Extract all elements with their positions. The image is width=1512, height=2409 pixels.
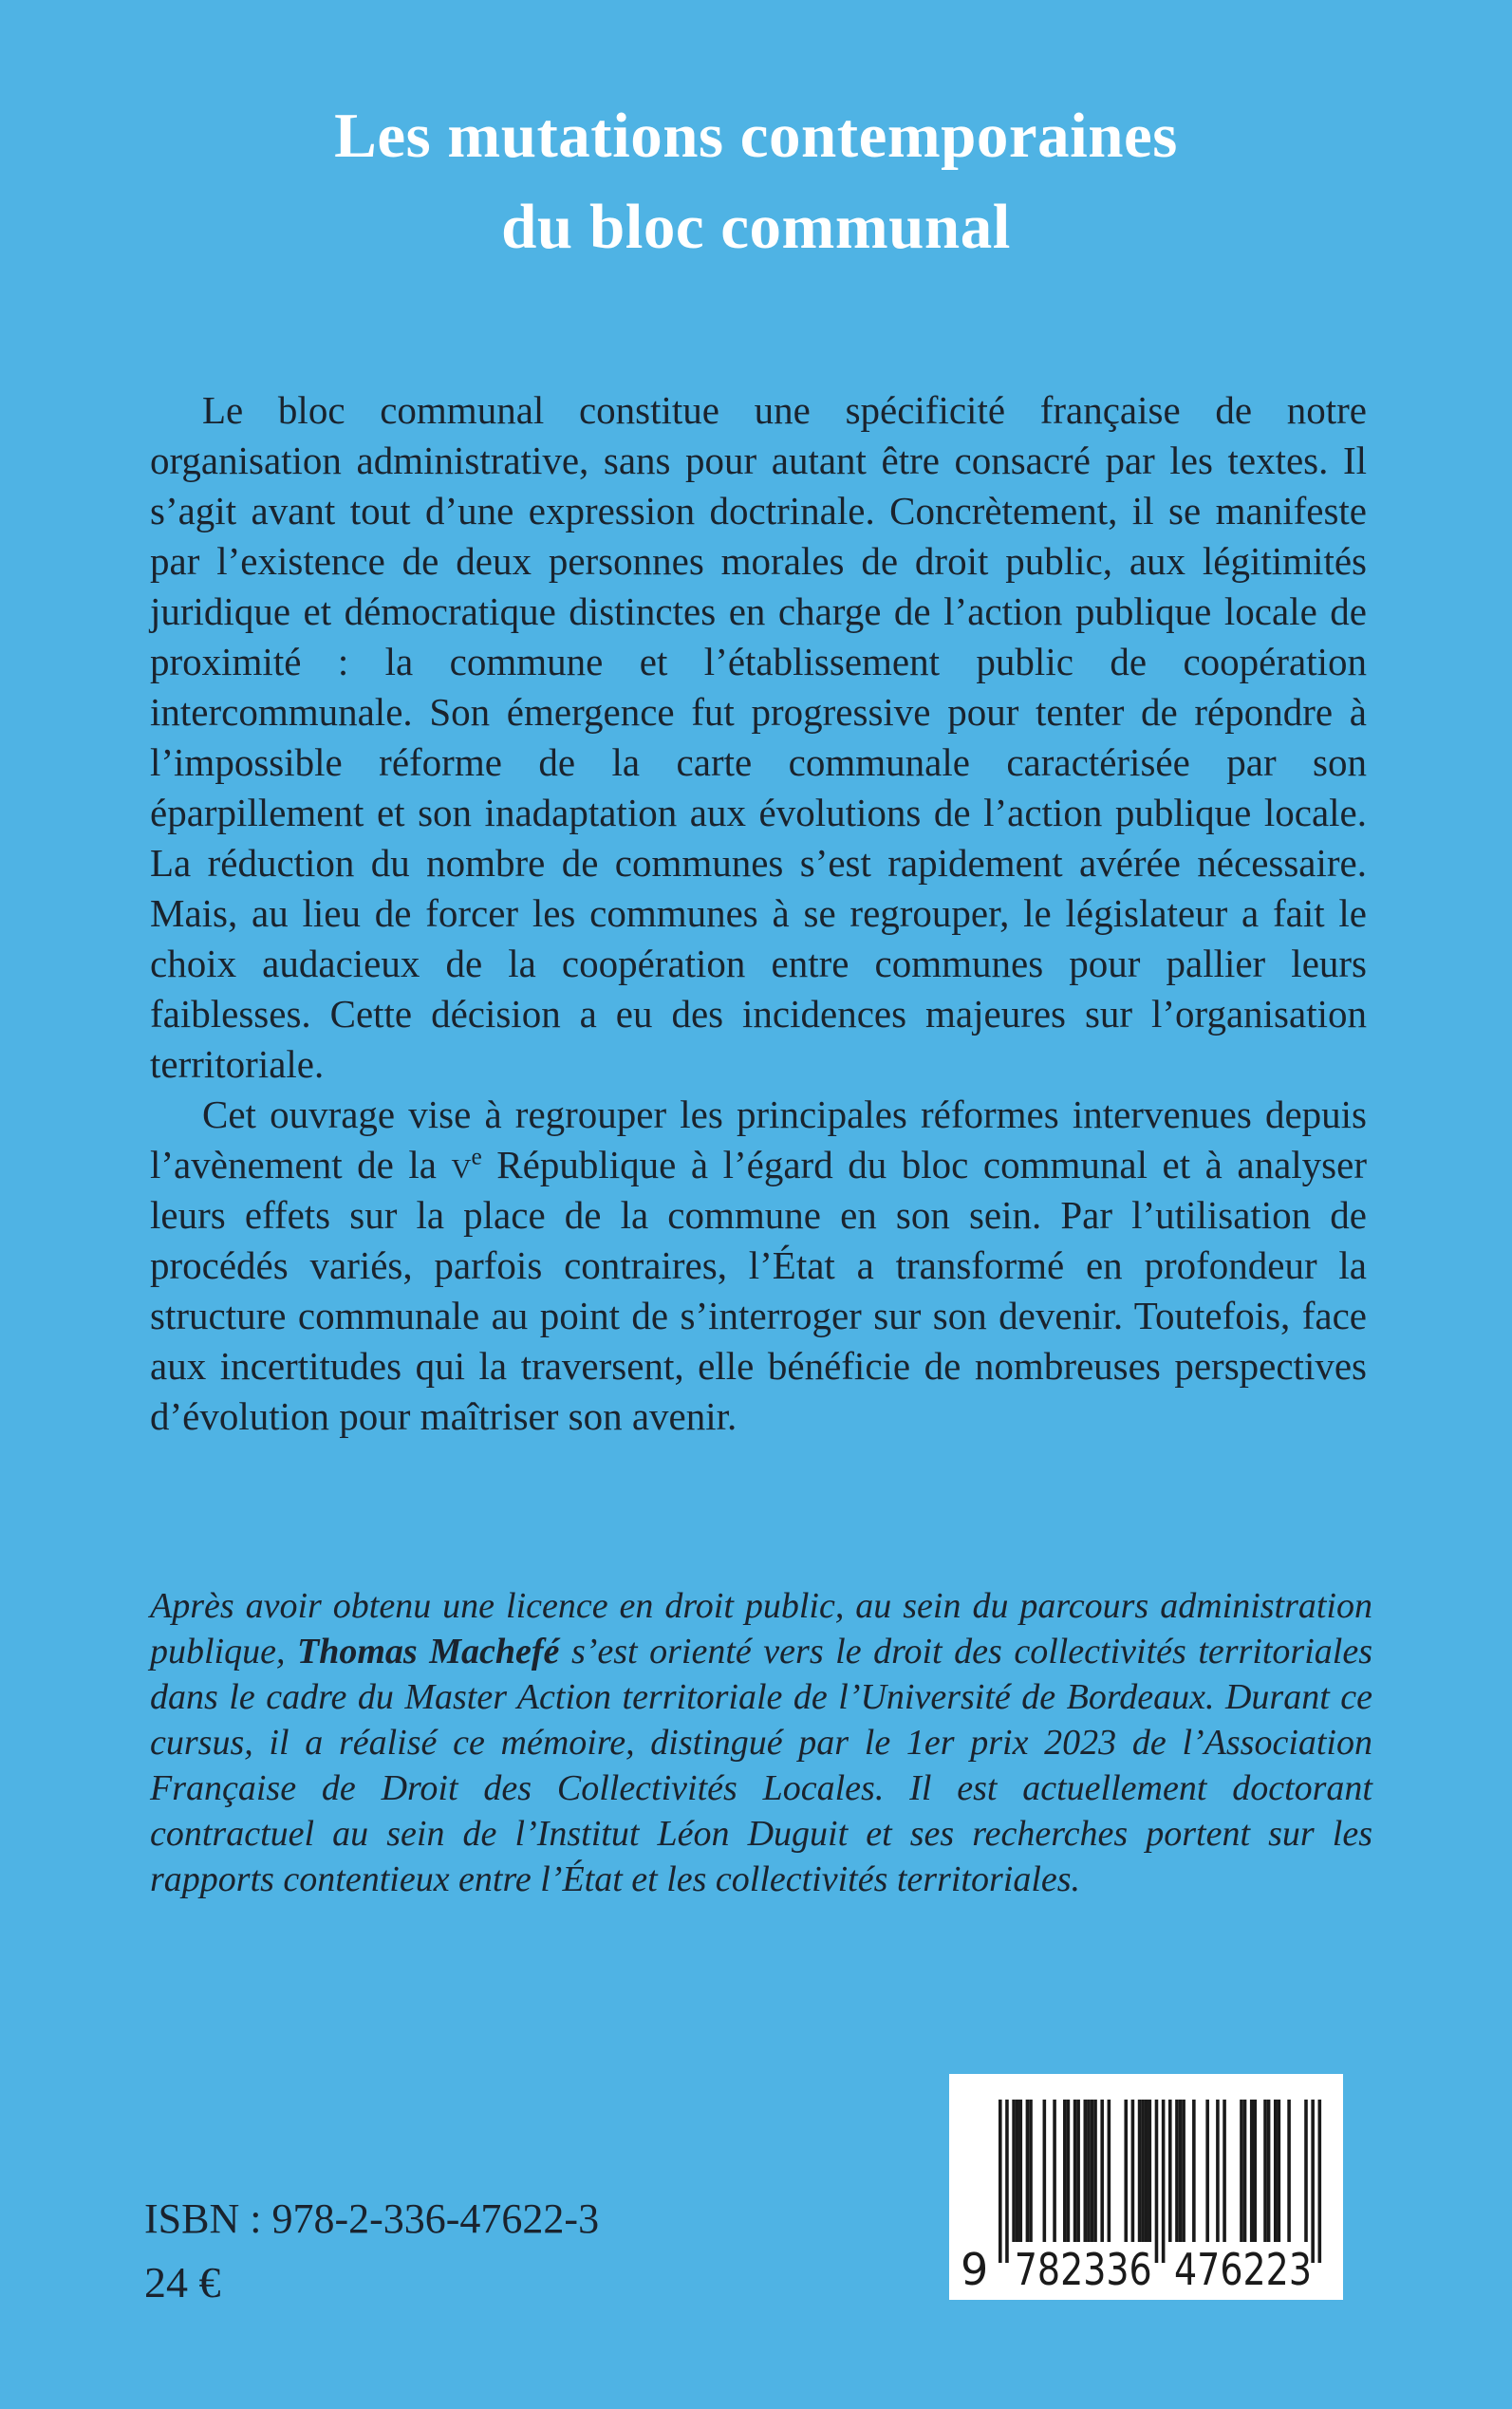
text-segment: Thomas Machefé	[297, 1632, 560, 1671]
text-segment: Après avoir obtenu une licence en droit public, au sein du parcours administration publique,	[150, 1586, 1372, 1671]
text-segment: République à l’égard du bloc communal et à analyser leurs effets sur la place de la commune en son sein. Par l’utilisation de procédés variés, parfois contraires, l’État a transformé en profondeur la structure communale au point de s’interroger sur son devenir. Toutefois, face aux incertitudes qui la traversent, elle bénéficie de nombreuses perspectives d’évolution pour maîtriser son avenir.	[150, 1143, 1367, 1438]
barcode-bars	[949, 2074, 1343, 2300]
title-line-1: Les mutations contemporaines	[334, 101, 1178, 171]
text-segment: e	[471, 1143, 482, 1170]
text-segment: v	[451, 1143, 472, 1186]
price-text: 24 €	[144, 2258, 221, 2306]
barcode-digits: 9	[961, 2244, 989, 2295]
synopsis	[150, 385, 1367, 1442]
synopsis-paragraph-1: Le bloc communal constitue une spécificité française de notre organisation administrative, sans pour autant être consacré par les textes. Il s’agit avant tout d’une expression doctrinale. Concrètement, il se manifeste par l’existence de deux personnes morales de droit public, aux légitimités juridique et démocratique distinctes en charge de l’action publique locale de proximité : la commune et l’établissement public de coopération intercommunale. Son émergence fut progressive pour tenter de répondre à l’impossible réforme de la carte communale caractérisée par son éparpillement et son inadaptation aux évolutions de l’action publique locale. La réduction du nombre de communes s’est rapidement avérée nécessaire. Mais, au lieu de forcer les communes à se regrouper, le législateur a fait le choix audacieux de la coopération entre communes pour pallier leurs faiblesses. Cette décision a eu des incidences majeures sur l’organisation territoriale.	[150, 388, 1367, 1086]
text-segment: Cet ouvrage vise à regrouper les principales réformes intervenues depuis l’avènement de la	[150, 1092, 1367, 1186]
title-line-2: du bloc communal	[501, 192, 1011, 262]
barcode-digits: 782336	[1014, 2244, 1152, 2295]
isbn-text: ISBN : 978-2-336-47622-3	[144, 2195, 600, 2242]
synopsis-paragraph-2	[150, 1090, 1367, 1442]
author-bio	[150, 1583, 1372, 1902]
book-title	[0, 90, 1512, 272]
barcode	[949, 2074, 1343, 2300]
barcode-digits: 476223	[1174, 2244, 1312, 2295]
text-segment: s’est orienté vers le droit des collectivités territoriales dans le cadre du Master Action territoriale de l’Université de Bordeaux. Durant ce cursus, il a réalisé ce mémoire, distingué par le 1er prix 2023 de l’Association Française de Droit des Collectivités Locales. Il est actuellement doctorant contractuel au sein de l’Institut Léon Duguit et ses recherches portent sur les rapports contentieux entre l’État et les collectivités territoriales.	[150, 1632, 1372, 1899]
